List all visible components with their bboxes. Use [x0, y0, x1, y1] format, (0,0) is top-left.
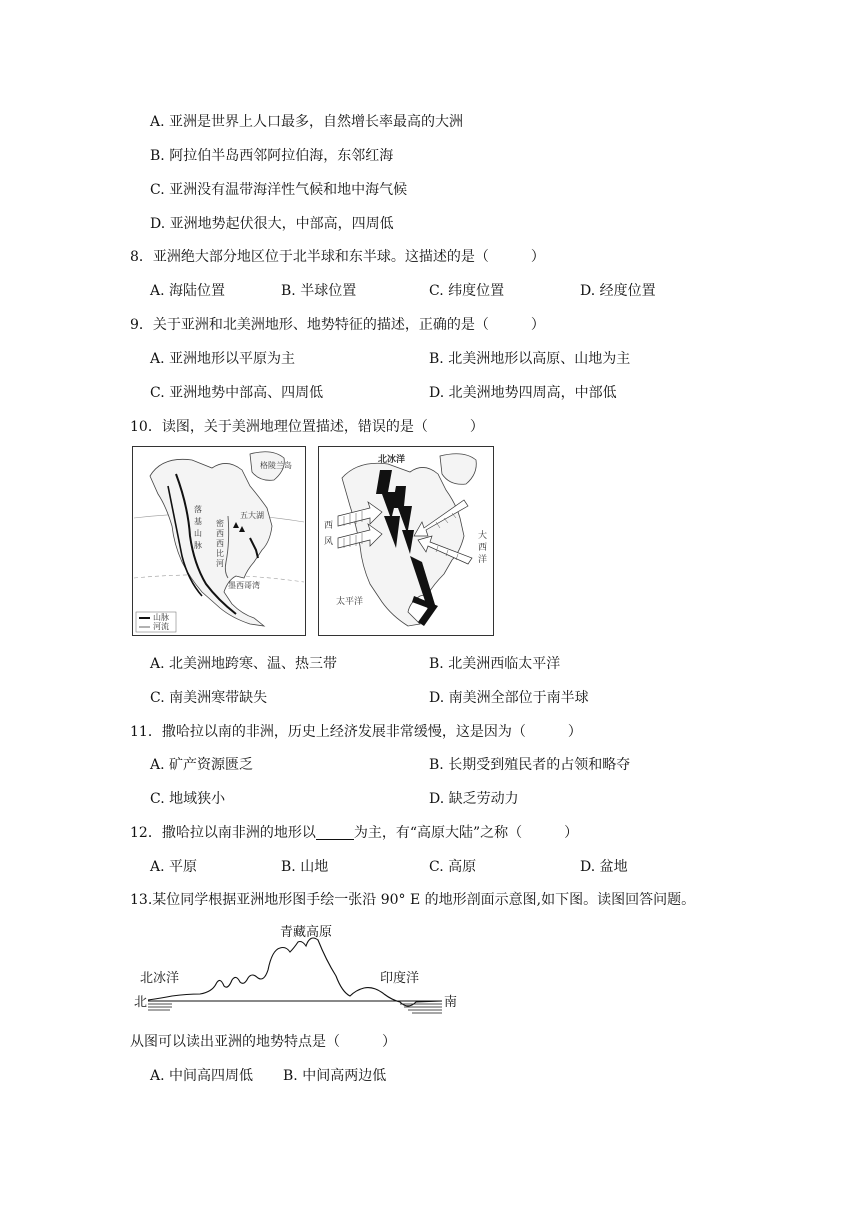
q9-option-b: B. 北美洲地形以高原、山地为主 [429, 351, 631, 367]
q8-stem: 8．亚洲绝大部分地区位于北半球和东半球。这描述的是（ ） [130, 249, 545, 265]
q11-option-d: D. 缺乏劳动力 [429, 791, 519, 807]
terrain-profile-90e [132, 920, 462, 1020]
q9-option-a: A. 亚洲地形以平原为主 [150, 351, 296, 367]
north-america-terrain-map [132, 446, 306, 636]
westerlies-char-2: 风 [324, 537, 334, 547]
q11-option-c: C. 地域狭小 [150, 791, 226, 807]
mississippi-char-3: 西 [216, 539, 224, 548]
south-direction-label: 南 [444, 995, 458, 1010]
great-lakes-label: 五大湖 [240, 511, 264, 520]
q9-option-c: C. 亚洲地势中部高、四周低 [150, 385, 324, 401]
q12-option-d: D. 盆地 [580, 859, 628, 875]
pacific-ocean-label: 太平洋 [336, 597, 364, 607]
q8-option-d: D. 经度位置 [580, 283, 656, 299]
q10-option-c: C. 南美洲寒带缺失 [150, 690, 268, 706]
q13-sub-stem: 从图可以读出亚洲的地势特点是（ ） [130, 1034, 396, 1050]
greenland-label: 格陵兰岛 [260, 461, 292, 470]
westerlies-char-1: 西 [324, 521, 334, 531]
q12-answer-blank [316, 825, 354, 840]
americas-location-map [318, 446, 494, 636]
rocky-char-4: 脉 [194, 541, 202, 550]
mississippi-char-5: 河 [216, 559, 224, 568]
q12-stem-after: 为主，有“高原大陆”之称（ ） [353, 825, 579, 841]
q10-stem: 10．读图，关于美洲地理位置描述，错误的是（ ） [130, 419, 484, 435]
q12-option-b: B. 山地 [281, 859, 329, 875]
rocky-char-1: 落 [194, 505, 202, 514]
indian-ocean-profile-label: 印度洋 [380, 971, 420, 986]
q7-option-a: A. 亚洲是世界上人口最多，自然增长率最高的大洲 [150, 114, 464, 130]
legend-mountain-label: 山脉 [153, 613, 169, 622]
rocky-char-3: 山 [194, 529, 202, 538]
q7-option-d: D. 亚洲地势起伏很大，中部高，四周低 [150, 216, 394, 232]
arctic-ocean-profile-label: 北冰洋 [140, 971, 180, 986]
mississippi-char-2: 西 [216, 529, 224, 538]
q13-option-a: A. 中间高四周低 [150, 1068, 254, 1084]
legend-river-label: 河流 [153, 622, 169, 631]
q12-option-c: C. 高原 [429, 859, 477, 875]
gulf-of-mexico-label: 墨西哥湾 [228, 581, 260, 590]
rocky-char-2: 基 [194, 517, 202, 526]
q13-option-b: B. 中间高两边低 [283, 1068, 387, 1084]
q12-stem [130, 824, 578, 842]
q7-option-c: C. 亚洲没有温带海洋性气候和地中海气候 [150, 182, 408, 198]
q8-option-b: B. 半球位置 [281, 283, 357, 299]
q10-option-d: D. 南美洲全部位于南半球 [429, 690, 589, 706]
q12-stem-before: 12．撒哈拉以南非洲的地形以 [130, 825, 316, 841]
q12-option-a: A. 平原 [150, 859, 198, 875]
q10-option-b: B. 北美洲西临太平洋 [429, 656, 561, 672]
q8-option-a: A. 海陆位置 [150, 283, 226, 299]
q11-stem: 11．撒哈拉以南的非洲，历史上经济发展非常缓慢，这是因为（ ） [130, 724, 582, 740]
atlantic-char-3: 洋 [478, 555, 488, 565]
arctic-ocean-label: 北冰洋 [378, 455, 406, 465]
mississippi-char-4: 比 [216, 549, 224, 558]
q8-option-c: C. 纬度位置 [429, 283, 505, 299]
tibet-plateau-label: 青藏高原 [280, 925, 333, 940]
q9-option-d: D. 北美洲地势四周高，中部低 [429, 385, 617, 401]
q11-option-b: B. 长期受到殖民者的占领和略夺 [429, 757, 631, 773]
q7-option-b: B. 阿拉伯半岛西邻阿拉伯海，东邻红海 [150, 148, 394, 164]
atlantic-char-2: 西 [478, 543, 488, 553]
q13-stem: 13.某位同学根据亚洲地形图手绘一张沿 90° E 的地形剖面示意图,如下图。读图回答问题。 [130, 892, 696, 908]
atlantic-char-1: 大 [478, 531, 488, 541]
q9-stem: 9．关于亚洲和北美洲地形、地势特征的描述，正确的是（ ） [130, 317, 545, 333]
q10-option-a: A. 北美洲地跨寒、温、热三带 [150, 656, 338, 672]
north-direction-label: 北 [134, 995, 148, 1010]
q11-option-a: A. 矿产资源匮乏 [150, 757, 254, 773]
mississippi-char-1: 密 [216, 519, 224, 528]
